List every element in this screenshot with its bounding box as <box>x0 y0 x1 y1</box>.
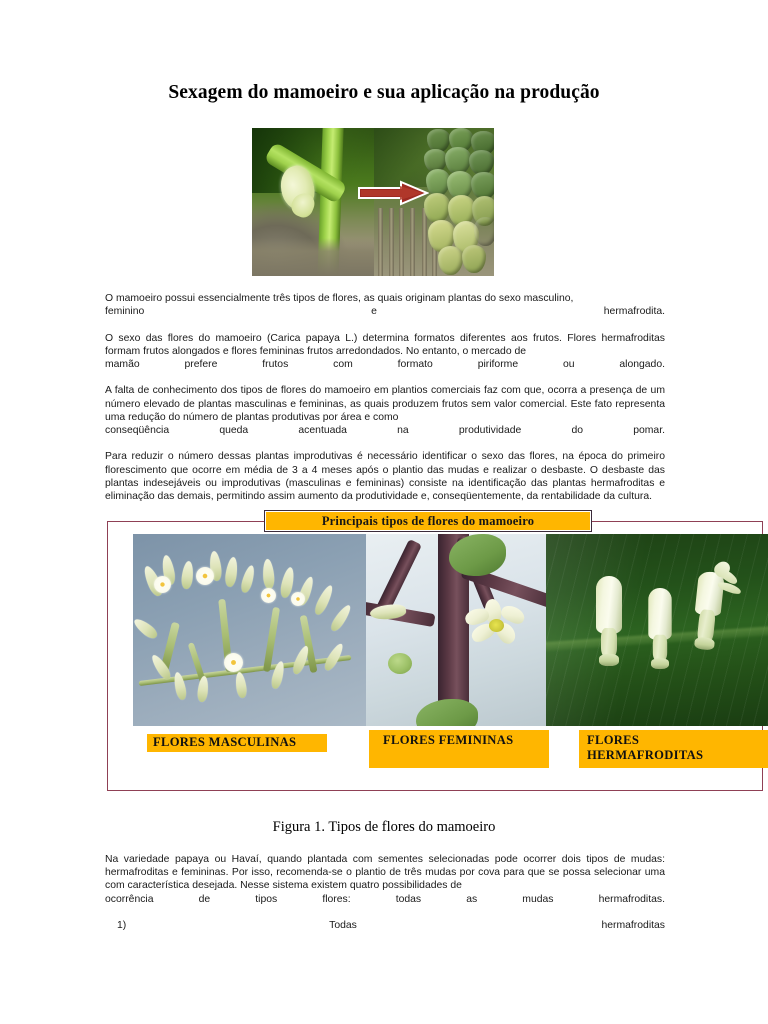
panel-flores-masculinas <box>133 534 366 726</box>
text-fragment: tipos <box>255 893 278 905</box>
paragraph-line: Na variedade papaya ou Havaí, quando plantada com sementes selecionadas pode ocorrer dois tipos de mudas: hermafroditas e femininas. Por isso, recomenda-se o plantio de três mudas por cova para que se possa selecionar uma com característica desejada. Nesse sistema existem quatro possibilidades de <box>105 854 665 892</box>
list-item-text-middle: Todas <box>329 920 357 931</box>
paragraph-line-justified <box>105 424 665 450</box>
paragraph-line-justified <box>105 305 665 331</box>
text-fragment: hermafroditas. <box>598 893 665 905</box>
text-fragment: alongado. <box>619 359 666 371</box>
label-flores-masculinas: FLORES MASCULINAS <box>147 734 327 752</box>
text-fragment: acentuada <box>298 425 347 437</box>
paragraph-line: O mamoeiro possui essencialmente três tipos de flores, as quais originam plantas do sexo masculino, <box>105 293 574 304</box>
female-flower <box>465 599 529 651</box>
list-item-marker: 1) <box>117 920 127 931</box>
label-flores-hermafroditas <box>579 730 768 768</box>
body-paragraph-1 <box>105 292 665 503</box>
ground-soil <box>252 238 374 276</box>
label-line-1: FLORES <box>587 733 640 747</box>
photo-papaya-stem-flower <box>252 128 374 276</box>
text-fragment: ocorrência <box>105 893 154 905</box>
body-paragraph-2 <box>105 853 665 919</box>
paragraph-line: O sexo das flores do mamoeiro (Carica papaya L.) determina formatos diferentes aos frutos. Flores hermafroditas formam frutos alongados e flores femininas frutos arredondados. No entanto, o mercado de <box>105 332 665 357</box>
label-line-2: HERMAFRODITAS <box>587 748 704 762</box>
list-item-text-right: hermafroditas <box>601 920 665 931</box>
paragraph-line: Para reduzir o número dessas plantas improdutivas é necessário identificar o sexo das flores, na época do primeiro florescimento que ocorre em média de 3 a 4 meses após o plantio das mudas e realizar o desbaste. O desbaste das plantas indesejáveis ou improdutivas (masculinas e femininas) consiste na identificação das plantas hermafroditas e eliminação das demais, permitindo assim aumento da produtividade e, conseqüentemente, da rentabilidade da cultura. <box>105 451 665 503</box>
text-fragment: frutos <box>262 359 289 371</box>
figure-caption: Figura 1. Tipos de flores do mamoeiro <box>272 819 496 835</box>
top-figure <box>252 128 494 276</box>
text-fragment: produtividade <box>458 425 522 437</box>
fruit-cluster <box>424 128 494 276</box>
text-fragment: mamão <box>105 359 140 371</box>
panel-flores-hermafroditas <box>546 534 768 726</box>
text-fragment: pomar. <box>633 425 665 437</box>
figure-banner-text: Principais tipos de flores do mamoeiro <box>266 512 590 530</box>
figure-panels <box>133 534 768 726</box>
text-fragment: prefere <box>184 359 218 371</box>
figure-banner <box>264 510 592 532</box>
paragraph-line-justified <box>105 358 665 384</box>
text-fragment: flores: <box>322 893 351 905</box>
text-fragment: conseqüência <box>105 425 170 437</box>
text-fragment: e <box>371 306 377 318</box>
transformation-arrow-icon <box>357 180 429 206</box>
text-fragment: queda <box>219 425 249 437</box>
text-fragment: hermafrodita. <box>603 306 665 318</box>
text-fragment: com <box>333 359 353 371</box>
figure-1 <box>107 521 763 791</box>
text-fragment: mudas <box>522 893 554 905</box>
text-fragment: piriforme <box>477 359 519 371</box>
text-fragment: todas <box>395 893 422 905</box>
page-title: Sexagem do mamoeiro e sua aplicação na produção <box>168 82 600 103</box>
panel-flores-femininas <box>366 534 546 726</box>
text-fragment: formato <box>397 359 433 371</box>
paragraph-line-justified <box>105 893 665 919</box>
label-flores-femininas: FLORES FEMININAS <box>369 730 549 768</box>
figure-content <box>121 528 757 785</box>
text-fragment: feminino <box>105 306 145 318</box>
text-fragment: do <box>571 425 584 437</box>
text-fragment: as <box>466 893 478 905</box>
list-item <box>105 919 665 932</box>
paragraph-line: A falta de conhecimento dos tipos de flores do mamoeiro em plantios comerciais faz com que, ocorra a presença de um número elevado de plantas masculinas e femininas, as quais produzem frutos sem valor comercial. Este fato representa uma redução do número de plantas produtivas por área e como <box>105 385 665 423</box>
text-fragment: de <box>198 893 211 905</box>
text-fragment: ou <box>562 359 575 371</box>
text-fragment: na <box>397 425 409 437</box>
